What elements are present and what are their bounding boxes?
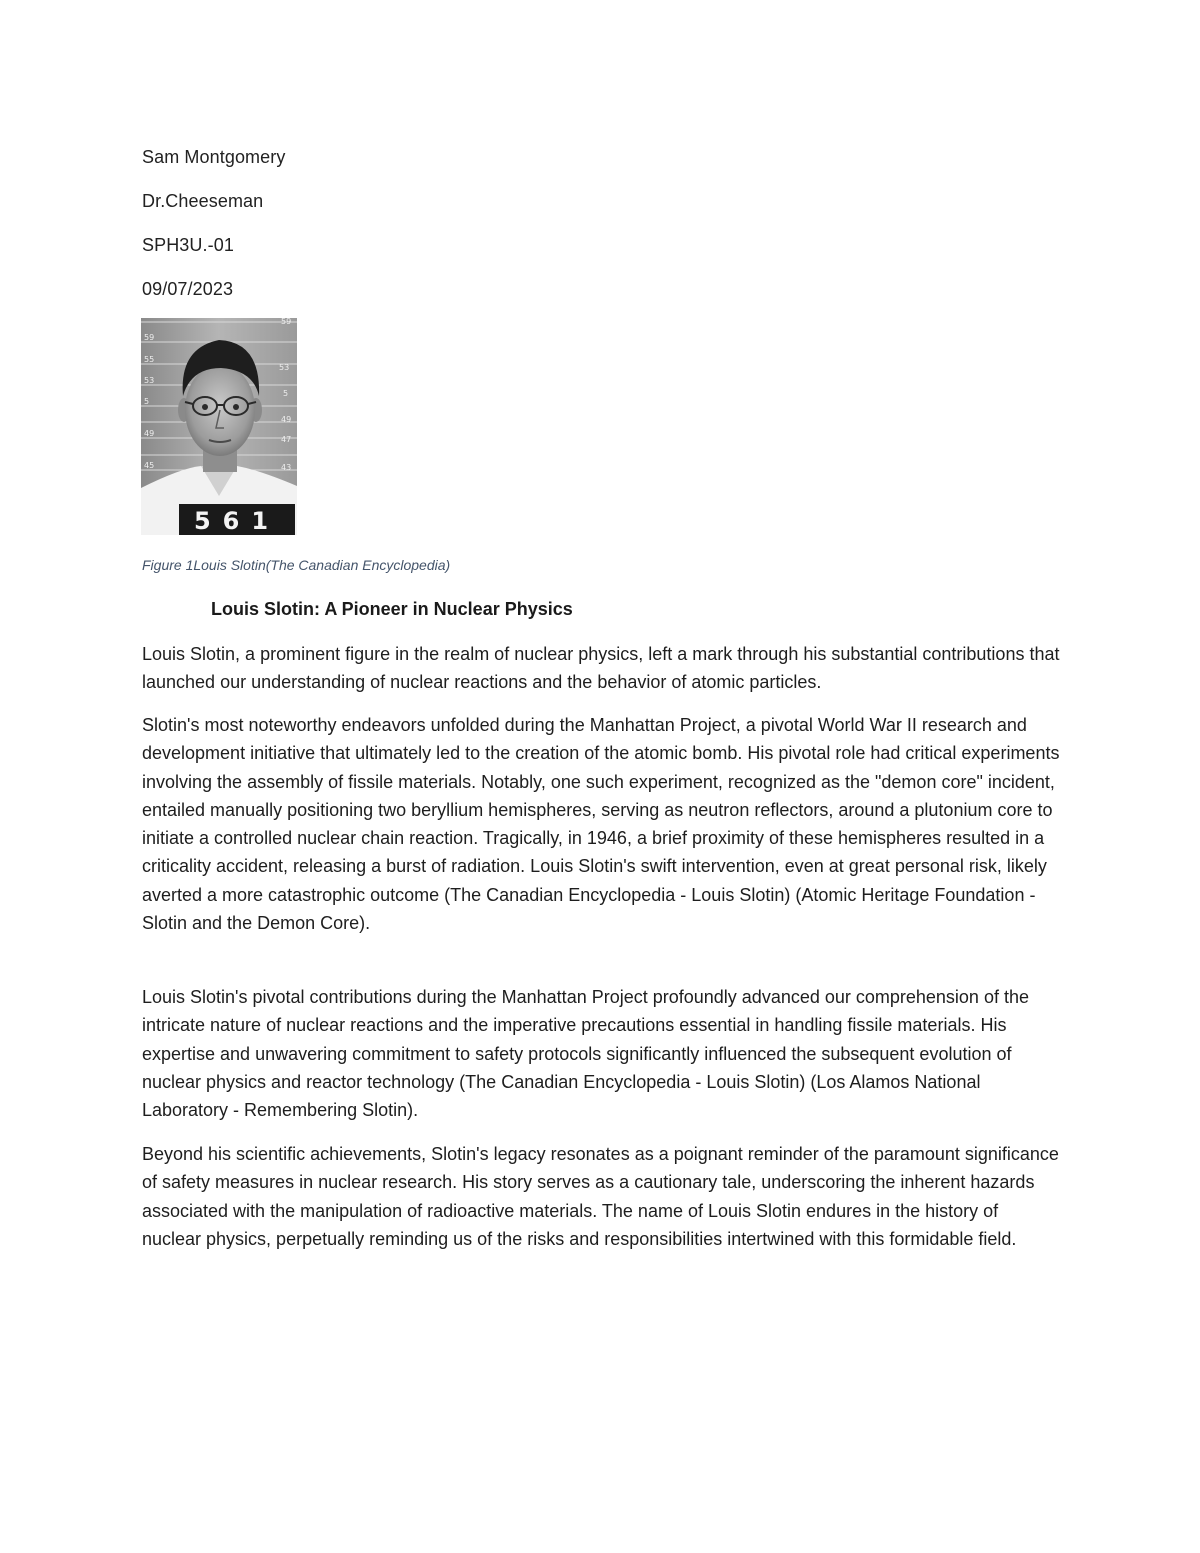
- essay-paragraph-2: Slotin's most noteworthy endeavors unfolded during the Manhattan Project, a pivotal World War II research and development initiative that ultimately led to the creation of the atomic bomb. His pivotal role had critical experiments involving the assembly of fissile materials. Notably, one such experiment, recognized as the "demon core" incident, entailed manually positioning two beryllium hemispheres, serving as neutron reflectors, around a plutonium core to initiate a controlled nuclear chain reaction. Tragically, in 1946, a brief proximity of these hemispheres resulted in a criticality accident, releasing a burst of radiation. Louis Slotin's swift intervention, even at great personal risk, likely averted a more catastrophic outcome (The Canadian Encyclopedia - Louis Slotin) (Atomic Heritage Foundation - Slotin and the Demon Core).: [142, 715, 1060, 934]
- document-date: 09/07/2023: [142, 279, 234, 299]
- essay-paragraph-3: Louis Slotin's pivotal contributions during the Manhattan Project profoundly advanced our comprehension of the intricate nature of nuclear reactions and the imperative precautions essential in handling fissile materials. His expertise and unwavering commitment to safety protocols significantly influenced the subsequent evolution of nuclear physics and reactor technology (The Canadian Encyclopedia - Louis Slotin) (Los Alamos National Laboratory - Remembering Slotin).: [142, 987, 1029, 1121]
- height-mark-label: 45: [144, 461, 155, 470]
- height-mark-label: 43: [281, 463, 292, 472]
- height-mark-label: 59: [144, 333, 155, 342]
- height-mark-label: 53: [144, 376, 155, 385]
- course-code: SPH3U.-01: [142, 235, 234, 255]
- essay-paragraph-4: Beyond his scientific achievements, Slotin's legacy resonates as a poignant reminder of the paramount significance of safety measures in nuclear research. His story serves as a cautionary tale, underscoring the inherent hazards associated with the manipulation of radioactive materials. The name of Louis Slotin endures in the history of nuclear physics, perpetually reminding us of the risks and responsibilities intertwined with this formidable field.: [142, 1144, 1059, 1249]
- height-mark-label: 59: [281, 318, 292, 326]
- height-mark-label: 47: [281, 435, 292, 444]
- height-mark-label: 5: [144, 397, 150, 406]
- figure-caption: Figure 1Louis Slotin(The Canadian Encyclopedia): [142, 557, 451, 573]
- essay-title: Louis Slotin: A Pioneer in Nuclear Physics: [211, 599, 573, 619]
- teacher-name: Dr.Cheeseman: [142, 191, 264, 211]
- height-mark-label: 53: [279, 363, 290, 372]
- height-mark-label: 49: [144, 429, 155, 438]
- height-mark-label: 55: [144, 355, 155, 364]
- essay-paragraph-1: Louis Slotin, a prominent figure in the realm of nuclear physics, left a mark through his substantial contributions that launched our understanding of nuclear reactions and the behavior of atomic particles.: [142, 644, 1060, 693]
- louis-slotin-portrait-photo: [141, 318, 297, 535]
- height-mark-label: 49: [281, 415, 292, 424]
- photo-placard-number: 561: [193, 507, 281, 535]
- height-mark-label: 5: [283, 389, 289, 398]
- author-name: Sam Montgomery: [142, 147, 286, 167]
